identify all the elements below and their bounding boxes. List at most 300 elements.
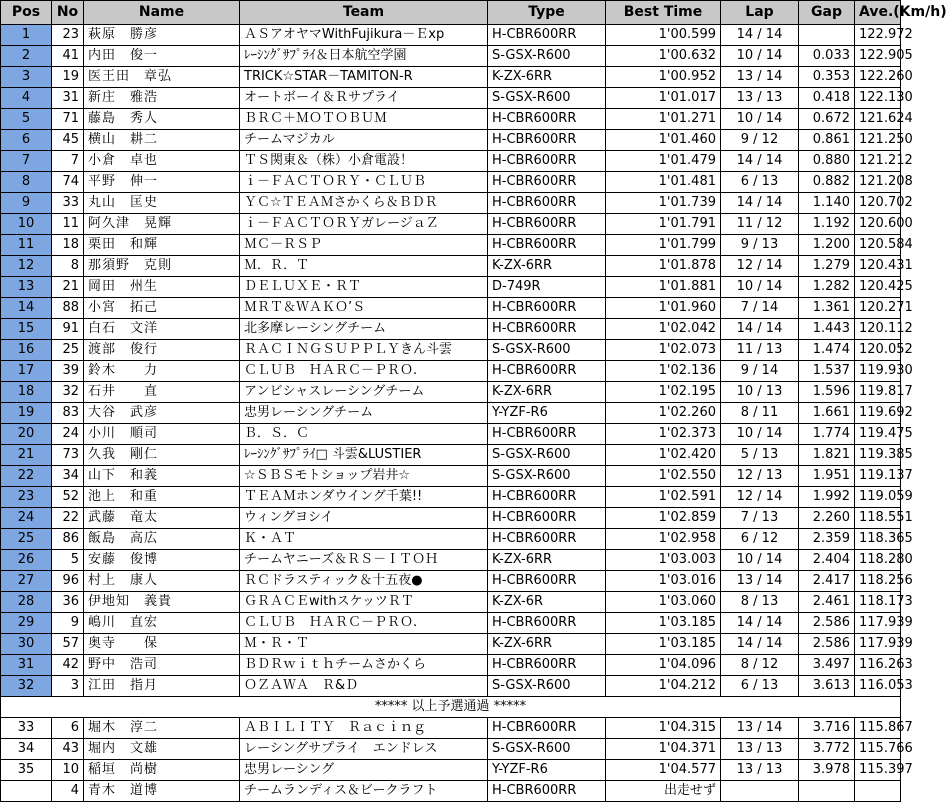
table-row <box>1 109 901 130</box>
cell-no: 57 <box>52 634 84 655</box>
cell-no: 3 <box>52 676 84 697</box>
cell-pos: 32 <box>1 676 52 697</box>
cell-ave: 119.059 <box>855 487 901 508</box>
cell-lap: 9 / 14 <box>721 361 799 382</box>
cell-pos: 24 <box>1 508 52 529</box>
cell-no: 41 <box>52 46 84 67</box>
table-row <box>1 235 901 256</box>
cell-ave: 115.867 <box>855 718 901 739</box>
cell-team: ＭＣ－ＲＳＰ <box>240 235 488 256</box>
cell-gap: 1.992 <box>799 487 855 508</box>
cell-pos: 5 <box>1 109 52 130</box>
cell-team: 忠男レーシングチーム <box>240 403 488 424</box>
cell-gap: 1.140 <box>799 193 855 214</box>
cell-name: 医王田 章弘 <box>84 67 240 88</box>
cell-team: ＡＢＩＬＩＴＹ Ｒａｃｉｎｇ <box>240 718 488 739</box>
cell-name: 村上 康人 <box>84 571 240 592</box>
cell-pos: 17 <box>1 361 52 382</box>
cell-best: 1'03.016 <box>606 571 721 592</box>
cell-lap: 7 / 14 <box>721 298 799 319</box>
cell-no: 74 <box>52 172 84 193</box>
cell-pos: 25 <box>1 529 52 550</box>
cell-no: 31 <box>52 88 84 109</box>
table-row <box>1 655 901 676</box>
cell-type: S-GSX-R600 <box>488 676 606 697</box>
column-header-name: Name <box>84 1 240 25</box>
cell-no: 88 <box>52 298 84 319</box>
cell-ave <box>855 781 901 802</box>
cell-pos: 13 <box>1 277 52 298</box>
cell-pos: 7 <box>1 151 52 172</box>
cell-pos: 21 <box>1 445 52 466</box>
cell-lap: 14 / 14 <box>721 193 799 214</box>
cell-pos: 9 <box>1 193 52 214</box>
cell-lap: 14 / 14 <box>721 634 799 655</box>
cell-lap: 10 / 14 <box>721 277 799 298</box>
cell-lap: 13 / 13 <box>721 760 799 781</box>
cell-no: 10 <box>52 760 84 781</box>
cell-name: 野中 浩司 <box>84 655 240 676</box>
cell-team: ＲＣドラスティック＆十五夜● <box>240 571 488 592</box>
cell-pos: 14 <box>1 298 52 319</box>
cell-pos: 1 <box>1 25 52 46</box>
cell-type: H-CBR600RR <box>488 571 606 592</box>
table-row <box>1 487 901 508</box>
cell-no: 45 <box>52 130 84 151</box>
cell-pos: 26 <box>1 550 52 571</box>
table-row <box>1 277 901 298</box>
cell-best: 1'04.315 <box>606 718 721 739</box>
cell-lap: 13 / 14 <box>721 718 799 739</box>
cell-name: 小倉 卓也 <box>84 151 240 172</box>
table-row <box>1 340 901 361</box>
cell-team: ＣＬＵＢ ＨＡＲＣ－ＰＲＯ. <box>240 361 488 382</box>
cell-gap: 1.474 <box>799 340 855 361</box>
cell-ave: 118.256 <box>855 571 901 592</box>
cell-best: 1'02.373 <box>606 424 721 445</box>
cell-ave: 117.939 <box>855 634 901 655</box>
cell-gap: 1.537 <box>799 361 855 382</box>
cell-team: TRICK☆STAR－TAMITON-R <box>240 67 488 88</box>
cell-ave: 120.584 <box>855 235 901 256</box>
cell-no: 43 <box>52 739 84 760</box>
cell-gap: 1.596 <box>799 382 855 403</box>
cell-no: 96 <box>52 571 84 592</box>
cell-pos: 11 <box>1 235 52 256</box>
cell-ave: 116.053 <box>855 676 901 697</box>
cell-no: 19 <box>52 67 84 88</box>
column-header-no: No <box>52 1 84 25</box>
cell-pos: 15 <box>1 319 52 340</box>
cell-best: 1'01.881 <box>606 277 721 298</box>
cell-gap: 1.282 <box>799 277 855 298</box>
table-row <box>1 613 901 634</box>
cell-ave: 121.212 <box>855 151 901 172</box>
cell-no: 24 <box>52 424 84 445</box>
cell-lap: 14 / 14 <box>721 25 799 46</box>
table-row <box>1 151 901 172</box>
cell-gap: 1.661 <box>799 403 855 424</box>
table-row <box>1 781 901 802</box>
cell-lap: 14 / 14 <box>721 319 799 340</box>
cell-gap: 3.613 <box>799 676 855 697</box>
cell-best: 1'01.481 <box>606 172 721 193</box>
column-header-ave: Ave.(Km/h) <box>855 1 901 25</box>
cell-team: Ｍ．Ｒ．Ｔ <box>240 256 488 277</box>
cell-gap: 3.497 <box>799 655 855 676</box>
table-row <box>1 319 901 340</box>
cell-no: 52 <box>52 487 84 508</box>
table-row <box>1 25 901 46</box>
cell-name: 安藤 俊博 <box>84 550 240 571</box>
table-row <box>1 88 901 109</box>
cell-best: 1'03.185 <box>606 634 721 655</box>
table-row <box>1 403 901 424</box>
cell-no: 73 <box>52 445 84 466</box>
cell-lap: 6 / 12 <box>721 529 799 550</box>
cell-type: S-GSX-R600 <box>488 46 606 67</box>
column-header-type: Type <box>488 1 606 25</box>
header-row <box>1 1 901 25</box>
cell-type: H-CBR600RR <box>488 151 606 172</box>
cell-gap: 2.260 <box>799 508 855 529</box>
cell-ave: 122.130 <box>855 88 901 109</box>
cell-type: K-ZX-6RR <box>488 550 606 571</box>
cell-no: 22 <box>52 508 84 529</box>
cell-type: S-GSX-R600 <box>488 340 606 361</box>
cell-best: 1'01.271 <box>606 109 721 130</box>
table-row <box>1 529 901 550</box>
cell-gap: 1.821 <box>799 445 855 466</box>
cell-best: 1'02.958 <box>606 529 721 550</box>
cell-ave: 119.817 <box>855 382 901 403</box>
cell-best: 1'04.096 <box>606 655 721 676</box>
cell-gap <box>799 781 855 802</box>
table-row <box>1 424 901 445</box>
cell-no: 25 <box>52 340 84 361</box>
cell-type: H-CBR600RR <box>488 529 606 550</box>
cell-type: H-CBR600RR <box>488 655 606 676</box>
cell-lap: 14 / 14 <box>721 613 799 634</box>
cell-type: K-ZX-6RR <box>488 67 606 88</box>
cell-ave: 117.939 <box>855 613 901 634</box>
cell-type: H-CBR600RR <box>488 214 606 235</box>
cell-name: 鈴木 力 <box>84 361 240 382</box>
table-row <box>1 298 901 319</box>
cell-best: 1'04.371 <box>606 739 721 760</box>
cell-gap: 2.586 <box>799 613 855 634</box>
cell-name: 武藤 竜太 <box>84 508 240 529</box>
cell-team: ＴＥＡＭホンダウイング千葉!! <box>240 487 488 508</box>
cell-no: 36 <box>52 592 84 613</box>
cell-gap: 1.279 <box>799 256 855 277</box>
cell-team: ＯＺＡＷＡ Ｒ&Ｄ <box>240 676 488 697</box>
cell-ave: 116.263 <box>855 655 901 676</box>
cell-team: ｉ－ＦＡＣＴＯＲＹガレージａＺ <box>240 214 488 235</box>
cell-team: Ｂ．Ｓ．Ｃ <box>240 424 488 445</box>
cell-pos: 22 <box>1 466 52 487</box>
cell-team: チームランディス＆ビークラフト <box>240 781 488 802</box>
cell-ave: 118.173 <box>855 592 901 613</box>
cell-gap: 2.417 <box>799 571 855 592</box>
cell-type: H-CBR600RR <box>488 172 606 193</box>
cell-name: 石井 直 <box>84 382 240 403</box>
cell-no: 42 <box>52 655 84 676</box>
cell-ave: 120.600 <box>855 214 901 235</box>
cell-ave: 121.624 <box>855 109 901 130</box>
cell-no: 18 <box>52 235 84 256</box>
cell-name: 青木 道博 <box>84 781 240 802</box>
cell-type: K-ZX-6RR <box>488 382 606 403</box>
cell-pos: 3 <box>1 67 52 88</box>
table-row <box>1 508 901 529</box>
cell-team: ＢＲＣ＋ＭＯＴＯＢＵＭ <box>240 109 488 130</box>
table-row <box>1 67 901 88</box>
cell-ave: 122.905 <box>855 46 901 67</box>
cell-type: H-CBR600RR <box>488 424 606 445</box>
cell-ave: 121.250 <box>855 130 901 151</box>
cell-name: 稲垣 尚樹 <box>84 760 240 781</box>
cell-best: 1'02.260 <box>606 403 721 424</box>
cell-team: ☆ＳＢＳモトショップ岩井☆ <box>240 466 488 487</box>
cell-best: 1'02.550 <box>606 466 721 487</box>
cell-no: 8 <box>52 256 84 277</box>
cell-gap: 0.033 <box>799 46 855 67</box>
cell-team: 北多摩レーシングチーム <box>240 319 488 340</box>
cell-team: オートボーイ＆Ｒサプライ <box>240 88 488 109</box>
table-row <box>1 592 901 613</box>
cell-no: 39 <box>52 361 84 382</box>
cell-name: 伊地知 義貴 <box>84 592 240 613</box>
cell-name: 嶋川 直宏 <box>84 613 240 634</box>
cell-lap: 9 / 12 <box>721 130 799 151</box>
cell-pos: 12 <box>1 256 52 277</box>
cell-best: 1'03.003 <box>606 550 721 571</box>
cell-type: Y-YZF-R6 <box>488 760 606 781</box>
cell-lap: 7 / 13 <box>721 508 799 529</box>
cell-name: 池上 和重 <box>84 487 240 508</box>
cell-best: 1'01.739 <box>606 193 721 214</box>
cell-lap: 5 / 13 <box>721 445 799 466</box>
cell-pos: 29 <box>1 613 52 634</box>
cell-lap: 6 / 13 <box>721 172 799 193</box>
cell-ave: 118.365 <box>855 529 901 550</box>
cell-name: 堀内 文雄 <box>84 739 240 760</box>
cell-team: Ｍ・Ｒ・Ｔ <box>240 634 488 655</box>
table-row <box>1 676 901 697</box>
cell-name: 山下 和義 <box>84 466 240 487</box>
cell-name: 奥寺 保 <box>84 634 240 655</box>
cell-ave: 121.208 <box>855 172 901 193</box>
cell-ave: 120.425 <box>855 277 901 298</box>
cell-type: H-CBR600RR <box>488 298 606 319</box>
cell-best: 1'00.952 <box>606 67 721 88</box>
cell-team: Ｋ・ＡＴ <box>240 529 488 550</box>
table-row <box>1 445 901 466</box>
cell-ave: 120.052 <box>855 340 901 361</box>
cell-lap: 8 / 13 <box>721 592 799 613</box>
cell-ave: 122.972 <box>855 25 901 46</box>
cell-name: 小宮 拓己 <box>84 298 240 319</box>
cell-team: ＴＳ関東＆（株）小倉電設！ <box>240 151 488 172</box>
cell-name: 那須野 克則 <box>84 256 240 277</box>
qualification-separator-row <box>1 697 901 718</box>
table-row <box>1 172 901 193</box>
cell-best: 1'01.960 <box>606 298 721 319</box>
cell-best: 1'01.799 <box>606 235 721 256</box>
cell-lap: 13 / 14 <box>721 67 799 88</box>
cell-gap: 0.418 <box>799 88 855 109</box>
cell-pos: 10 <box>1 214 52 235</box>
cell-no: 5 <box>52 550 84 571</box>
cell-type: H-CBR600RR <box>488 487 606 508</box>
cell-ave: 119.692 <box>855 403 901 424</box>
cell-gap: 2.586 <box>799 634 855 655</box>
cell-gap: 0.880 <box>799 151 855 172</box>
cell-pos: 28 <box>1 592 52 613</box>
cell-lap: 10 / 14 <box>721 550 799 571</box>
table-row <box>1 256 901 277</box>
cell-lap: 9 / 13 <box>721 235 799 256</box>
cell-best: 1'02.073 <box>606 340 721 361</box>
cell-no: 83 <box>52 403 84 424</box>
cell-type: H-CBR600RR <box>488 718 606 739</box>
cell-lap: 11 / 12 <box>721 214 799 235</box>
table-row <box>1 571 901 592</box>
cell-team: ｉ－ＦＡＣＴＯＲＹ・ＣＬＵＢ <box>240 172 488 193</box>
cell-team: チームヤニーズ＆ＲＳ－ＩＴＯＨ <box>240 550 488 571</box>
cell-lap: 12 / 13 <box>721 466 799 487</box>
cell-gap: 2.359 <box>799 529 855 550</box>
cell-type: K-ZX-6R <box>488 592 606 613</box>
column-header-best-time: Best Time <box>606 1 721 25</box>
cell-gap: 0.672 <box>799 109 855 130</box>
cell-ave: 122.260 <box>855 67 901 88</box>
cell-no: 91 <box>52 319 84 340</box>
cell-type: H-CBR600RR <box>488 109 606 130</box>
cell-team: ﾚｰｼﾝｸﾞｻﾌﾟﾗｲ＆日本航空学園 <box>240 46 488 67</box>
table-row <box>1 550 901 571</box>
cell-gap: 3.716 <box>799 718 855 739</box>
cell-type: S-GSX-R600 <box>488 445 606 466</box>
cell-ave: 119.137 <box>855 466 901 487</box>
cell-lap: 13 / 13 <box>721 739 799 760</box>
cell-gap: 1.443 <box>799 319 855 340</box>
cell-gap: 2.461 <box>799 592 855 613</box>
cell-ave: 118.280 <box>855 550 901 571</box>
cell-name: 白石 文洋 <box>84 319 240 340</box>
cell-lap: 10 / 13 <box>721 382 799 403</box>
cell-type: S-GSX-R600 <box>488 739 606 760</box>
table-row <box>1 760 901 781</box>
cell-lap: 11 / 13 <box>721 340 799 361</box>
cell-best: 1'02.859 <box>606 508 721 529</box>
cell-ave: 120.431 <box>855 256 901 277</box>
cell-name: 渡部 俊行 <box>84 340 240 361</box>
cell-team: ＣＬＵＢ ＨＡＲＣ－ＰＲＯ. <box>240 613 488 634</box>
cell-gap: 0.861 <box>799 130 855 151</box>
cell-no: 86 <box>52 529 84 550</box>
cell-team: ﾚｰｼﾝｸﾞｻﾌﾟﾗｲ□ 斗雲&LUSTIER <box>240 445 488 466</box>
cell-name: 小川 順司 <box>84 424 240 445</box>
cell-type: D-749R <box>488 277 606 298</box>
cell-team: チームマジカル <box>240 130 488 151</box>
cell-best: 1'03.060 <box>606 592 721 613</box>
cell-pos: 23 <box>1 487 52 508</box>
cell-pos: 4 <box>1 88 52 109</box>
cell-lap: 8 / 11 <box>721 403 799 424</box>
cell-name: 江田 指月 <box>84 676 240 697</box>
cell-lap: 12 / 14 <box>721 487 799 508</box>
column-header-lap: Lap <box>721 1 799 25</box>
cell-best: 1'04.212 <box>606 676 721 697</box>
cell-lap: 6 / 13 <box>721 676 799 697</box>
cell-type: S-GSX-R600 <box>488 88 606 109</box>
cell-name: 横山 耕二 <box>84 130 240 151</box>
cell-pos: 16 <box>1 340 52 361</box>
cell-name: 新庄 雅浩 <box>84 88 240 109</box>
cell-best: 1'03.185 <box>606 613 721 634</box>
cell-team: レーシングサプライ エンドレス <box>240 739 488 760</box>
cell-type: H-CBR600RR <box>488 361 606 382</box>
cell-name: 藤島 秀人 <box>84 109 240 130</box>
table-row <box>1 739 901 760</box>
cell-team: ＲＡＣＩＮＧＳＵＰＰＬＹきん斗雲 <box>240 340 488 361</box>
cell-lap: 10 / 14 <box>721 109 799 130</box>
cell-pos: 30 <box>1 634 52 655</box>
cell-best: 1'04.577 <box>606 760 721 781</box>
cell-type: H-CBR600RR <box>488 781 606 802</box>
cell-team: ウィングヨシイ <box>240 508 488 529</box>
cell-no: 34 <box>52 466 84 487</box>
cell-gap: 1.774 <box>799 424 855 445</box>
table-row <box>1 466 901 487</box>
cell-lap <box>721 781 799 802</box>
cell-ave: 115.766 <box>855 739 901 760</box>
cell-type: H-CBR600RR <box>488 613 606 634</box>
cell-team: ＤＥＬＵＸＥ・ＲＴ <box>240 277 488 298</box>
column-header-team: Team <box>240 1 488 25</box>
cell-team: ＡＳアオヤマWithFujikura－Ｅxp <box>240 25 488 46</box>
cell-lap: 12 / 14 <box>721 256 799 277</box>
cell-name: 栗田 和輝 <box>84 235 240 256</box>
cell-gap <box>799 25 855 46</box>
cell-name: 内田 俊一 <box>84 46 240 67</box>
cell-pos: 31 <box>1 655 52 676</box>
cell-name: 阿久津 晃輝 <box>84 214 240 235</box>
cell-pos: 19 <box>1 403 52 424</box>
cell-no: 7 <box>52 151 84 172</box>
cell-type: Y-YZF-R6 <box>488 403 606 424</box>
cell-no: 33 <box>52 193 84 214</box>
cell-team: 忠男レーシング <box>240 760 488 781</box>
cell-type: H-CBR600RR <box>488 319 606 340</box>
cell-type: H-CBR600RR <box>488 130 606 151</box>
cell-gap: 0.353 <box>799 67 855 88</box>
cell-no: 6 <box>52 718 84 739</box>
cell-name: 平野 伸一 <box>84 172 240 193</box>
cell-team: ＢＤＲｗｉｔｈチームさかくら <box>240 655 488 676</box>
cell-best: 1'02.042 <box>606 319 721 340</box>
cell-team: ＹＣ☆ＴＥＡＭさかくら＆ＢＤＲ <box>240 193 488 214</box>
cell-best: 1'00.599 <box>606 25 721 46</box>
cell-gap: 1.192 <box>799 214 855 235</box>
cell-no: 11 <box>52 214 84 235</box>
cell-ave: 120.112 <box>855 319 901 340</box>
cell-no: 21 <box>52 277 84 298</box>
cell-name: 久我 剛仁 <box>84 445 240 466</box>
cell-name: 萩原 勝彦 <box>84 25 240 46</box>
